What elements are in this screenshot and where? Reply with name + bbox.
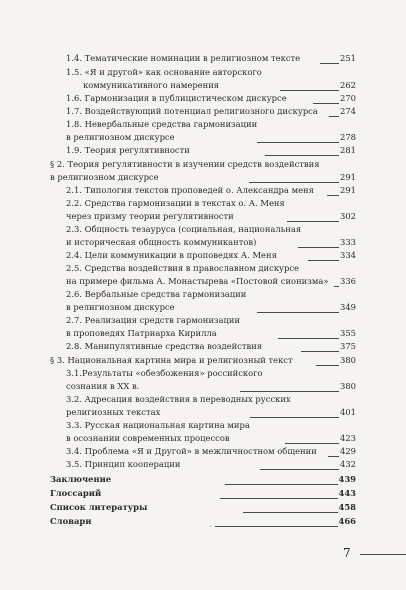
toc-entry: и историческая общность коммуникантов) 333 [66,237,356,247]
toc-entry: через призму теории регулятивности 302 [66,211,356,221]
toc-entry: сознания в ХХ в. 380 [66,381,356,391]
toc-entry: коммуникативного намерения 262 [83,80,356,90]
toc-entry: 2.3. Общность тезауруса (социальная, национальная [66,224,302,234]
toc-entry: в осознании современных процессов 423 [66,433,356,443]
toc-entry: в проповедях Патриарха Кирилла 355 [66,328,356,338]
footer-rule [360,554,406,555]
toc-entry: 3.2. Адресация воздействия в переводных русских [66,394,291,404]
toc-entry: 2.7. Реализация средств гармонизации [66,315,241,325]
toc-entry: 2.2. Средства гармонизации в текстах о. А. Меня [66,198,285,208]
toc-entry: 1.8. Невербальные средства гармонизации [66,119,258,129]
toc-entry: § 2. Теория регулятивности в изучении средств воздействия [50,159,320,169]
toc-entry: 1.4. Тематические номинации в религиозном тексте 251 [66,53,356,63]
toc-entry: в религиозном дискурсе 291 [50,172,356,182]
toc-entry: религиозных текстах 401 [66,407,356,417]
toc-entry: 1.5. «Я и другой» как основание авторского [66,67,262,77]
toc-entry: 3.1.Результаты «обезбожения» российского [66,368,263,378]
toc-entry: 2.8. Манипулятивные средства воздействия 375 [66,341,356,351]
toc-entry: 3.5. Принцип кооперации 432 [66,459,356,469]
toc-entry: 1.6. Гармонизация в публицистическом дискурсе 270 [66,93,356,103]
toc-entry-bibliography: Список литературы 458 [50,502,356,512]
page-number: 7 [343,546,351,560]
toc-entry: в религиозном дискурсе 349 [66,302,356,312]
toc-entry: 3.3. Русская национальная картина мира [66,420,250,430]
toc-entry: 2.1. Типология текстов проповедей о. Александра меня 291 [66,185,356,195]
toc-entry: 2.6. Вербальные средства гармонизации [66,289,247,299]
print-mark: · [209,522,212,531]
toc-entry: на примере фильма А. Монастырева «Постовой сионизма» 336 [66,276,356,286]
toc-entry: 1.7. Воздействующий потенциал религиозного дискурса 274 [66,106,356,116]
toc-entry: 2.4. Цели коммуникации в проповедях А. Меня 334 [66,250,356,260]
toc-entry: § 3. Национальная картина мира и религиозный текст 380 [50,355,356,365]
toc-entry: 2.5. Средства воздействия в православном дискурсе [66,263,299,273]
toc-entry-conclusion: Заключение 439 [50,474,356,484]
toc-entry-glossary: Глоссарий 443 [50,488,356,498]
toc-entry: в религиозном дискурсе 278 [66,132,356,142]
toc-entry: 3.4. Проблема «Я и Другой» в межличностном общении 429 [66,446,356,456]
toc-entry-dictionaries: Словари 466 [50,516,356,526]
toc-entry: 1.9. Теория регулятивности 281 [66,145,356,155]
